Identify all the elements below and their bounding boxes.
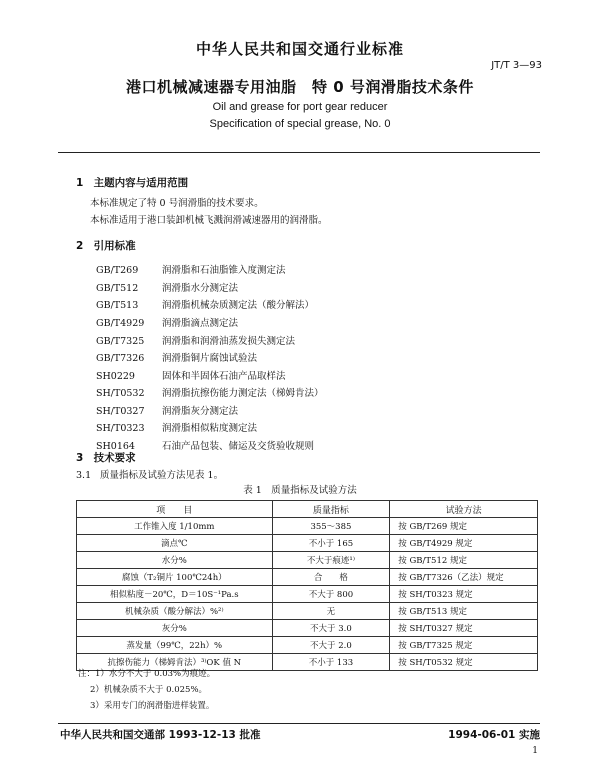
page-number: 1 bbox=[532, 746, 538, 756]
footer-divider bbox=[58, 723, 540, 724]
table-note-3: 3）采用专门的润滑脂进样装置。 bbox=[90, 701, 215, 711]
cell-item: 工作锥入度 1/10mm bbox=[77, 518, 273, 535]
cell-item: 抗擦伤能力（梯姆肯法）³⁾OK 值 N bbox=[77, 654, 273, 671]
reference-code: SH0164 bbox=[96, 441, 135, 452]
reference-code: SH/T0532 bbox=[96, 388, 145, 399]
table-row bbox=[77, 552, 538, 569]
cell-item: 灰分% bbox=[77, 620, 273, 637]
header-item: 项 目 bbox=[77, 501, 273, 518]
clause-text: 质量指标及试验方法见表 1。 bbox=[100, 470, 224, 481]
cell-item: 机械杂质（酸分解法）%²⁾ bbox=[77, 603, 273, 620]
reference-code: GB/T4929 bbox=[96, 318, 145, 329]
quality-spec-table bbox=[76, 500, 538, 671]
section-3-number: 3 bbox=[76, 452, 84, 464]
clause-3-1 bbox=[76, 467, 223, 481]
header-spec: 质量指标 bbox=[272, 501, 390, 518]
table-row bbox=[77, 569, 538, 586]
cell-item: 蒸发量（99℃，22h）% bbox=[77, 637, 273, 654]
clause-number: 3.1 bbox=[76, 470, 92, 481]
section-2-heading bbox=[76, 238, 136, 253]
table-row bbox=[77, 603, 538, 620]
cell-method: 按 SH/T0323 规定 bbox=[390, 586, 538, 603]
reference-code: SH/T0327 bbox=[96, 406, 145, 417]
section-2-title: 引用标准 bbox=[93, 240, 136, 252]
reference-item bbox=[96, 333, 295, 347]
cell-method: 按 GB/T512 规定 bbox=[390, 552, 538, 569]
table-note-2: 2）机械杂质不大于 0.025%。 bbox=[90, 685, 208, 695]
cell-method: 按 GB/T4929 规定 bbox=[390, 535, 538, 552]
reference-title: 润滑脂水分测定法 bbox=[162, 283, 239, 294]
reference-title: 固体和半固体石油产品取样法 bbox=[162, 371, 286, 382]
cell-spec: 不大于痕迹¹⁾ bbox=[272, 552, 390, 569]
reference-title: 润滑脂机械杂质测定法（酸分解法） bbox=[162, 300, 315, 311]
document-title-chinese: 港口机械减速器专用油脂 特 0 号润滑脂技术条件 bbox=[126, 78, 474, 96]
cell-method: 按 GB/T7326（乙法）规定 bbox=[390, 569, 538, 586]
reference-item bbox=[96, 262, 286, 276]
reference-code: GB/T7325 bbox=[96, 336, 145, 347]
cell-method: 按 GB/T513 规定 bbox=[390, 603, 538, 620]
reference-item bbox=[96, 385, 324, 399]
document-title-english-line1: Oil and grease for port gear reducer bbox=[212, 101, 388, 113]
reference-code: SH/T0323 bbox=[96, 423, 145, 434]
cell-spec: 合 格 bbox=[272, 569, 390, 586]
reference-item bbox=[96, 420, 257, 434]
cell-spec: 不大于 800 bbox=[272, 586, 390, 603]
header-method: 试验方法 bbox=[390, 501, 538, 518]
table-row bbox=[77, 637, 538, 654]
reference-code: GB/T269 bbox=[96, 265, 139, 276]
section-1-para-2: 本标准适用于港口装卸机械飞溅润滑减速器用的润滑脂。 bbox=[90, 215, 328, 226]
reference-title: 润滑脂滴点测定法 bbox=[162, 318, 239, 329]
reference-title: 润滑脂铜片腐蚀试验法 bbox=[162, 353, 258, 364]
section-1-heading bbox=[76, 175, 188, 190]
table-header-row bbox=[77, 501, 538, 518]
table-caption: 表 1 质量指标及试验方法 bbox=[243, 485, 357, 496]
document-title-english-line2: Specification of special grease, No. 0 bbox=[209, 118, 391, 130]
cell-spec: 不小于 133 bbox=[272, 654, 390, 671]
cell-spec: 无 bbox=[272, 603, 390, 620]
reference-item bbox=[96, 297, 314, 311]
reference-title: 润滑脂相似粘度测定法 bbox=[162, 423, 258, 434]
cell-method: 按 SH/T0532 规定 bbox=[390, 654, 538, 671]
reference-title: 石油产品包装、储运及交货验收规则 bbox=[162, 441, 315, 452]
reference-title: 润滑脂灰分测定法 bbox=[162, 406, 239, 417]
approval-line: 中华人民共和国交通部 1993-12-13 批准 bbox=[60, 729, 261, 741]
implementation-date: 1994-06-01 实施 bbox=[448, 729, 540, 741]
table-row bbox=[77, 586, 538, 603]
cell-item: 滴点℃ bbox=[77, 535, 273, 552]
reference-title: 润滑脂和润滑油蒸发损失测定法 bbox=[162, 336, 296, 347]
cell-item: 水分% bbox=[77, 552, 273, 569]
section-1-number: 1 bbox=[76, 177, 84, 189]
reference-item bbox=[96, 368, 286, 382]
reference-code: GB/T513 bbox=[96, 300, 139, 311]
section-3-heading bbox=[76, 450, 136, 465]
section-2-number: 2 bbox=[76, 240, 84, 252]
cell-item: 相似粘度－20℃，D＝10S⁻¹Pa.s bbox=[77, 586, 273, 603]
cell-method: 按 GB/T269 规定 bbox=[390, 518, 538, 535]
cell-spec: 不大于 3.0 bbox=[272, 620, 390, 637]
table-row bbox=[77, 518, 538, 535]
table-note-1: 注：1）水分不大于 0.03%为痕迹。 bbox=[78, 669, 216, 679]
table-row bbox=[77, 535, 538, 552]
cell-item: 腐蚀（T₂铜片 100℃24h） bbox=[77, 569, 273, 586]
section-3-title: 技术要求 bbox=[93, 452, 136, 464]
cell-method: 按 GB/T7325 规定 bbox=[390, 637, 538, 654]
standard-category-title: 中华人民共和国交通行业标准 bbox=[195, 40, 404, 58]
table-row bbox=[77, 620, 538, 637]
cell-spec: 不小于 165 bbox=[272, 535, 390, 552]
reference-code: GB/T7326 bbox=[96, 353, 145, 364]
cell-method: 按 SH/T0327 规定 bbox=[390, 620, 538, 637]
section-1-title: 主题内容与适用范围 bbox=[93, 177, 189, 189]
reference-code: GB/T512 bbox=[96, 283, 139, 294]
reference-item bbox=[96, 350, 257, 364]
cell-spec: 不大于 2.0 bbox=[272, 637, 390, 654]
reference-item bbox=[96, 280, 238, 294]
reference-item bbox=[96, 315, 238, 329]
reference-title: 润滑脂抗擦伤能力测定法（梯姆肯法） bbox=[162, 388, 324, 399]
cell-spec: 355～385 bbox=[272, 518, 390, 535]
reference-code: SH0229 bbox=[96, 371, 135, 382]
reference-title: 润滑脂和石油脂锥入度测定法 bbox=[162, 265, 286, 276]
standard-code: JT/T 3—93 bbox=[491, 60, 542, 71]
section-1-para-1: 本标准规定了特 0 号润滑脂的技术要求。 bbox=[90, 198, 264, 209]
header-divider bbox=[58, 152, 540, 153]
reference-item bbox=[96, 403, 238, 417]
